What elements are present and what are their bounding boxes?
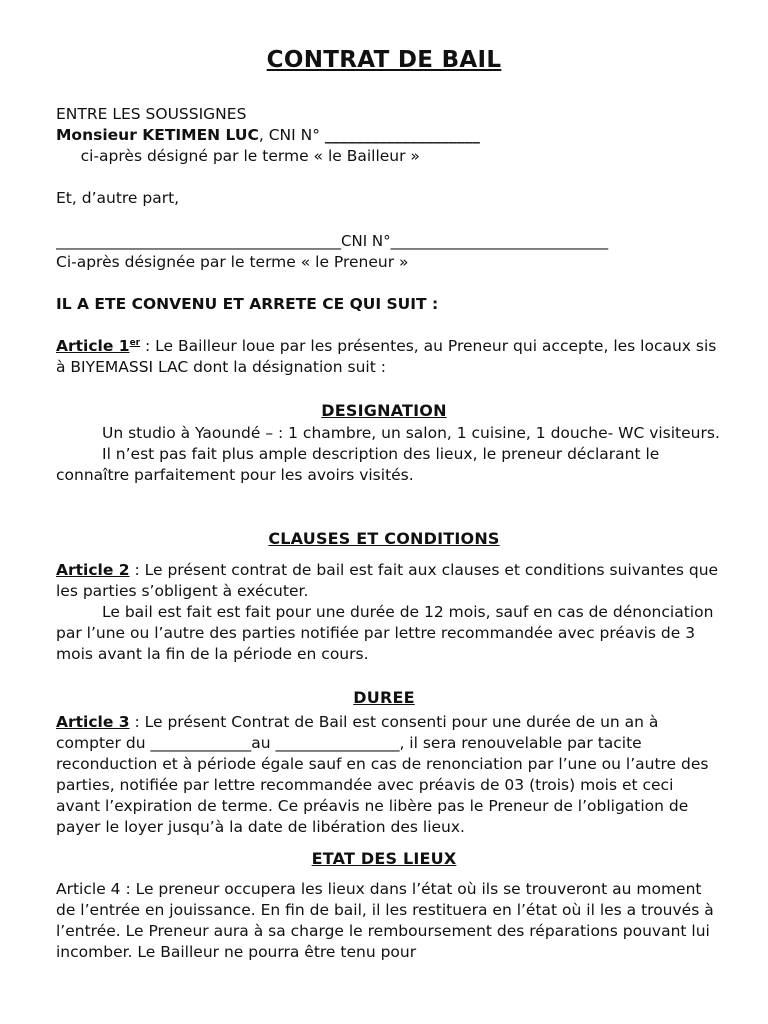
parties-intro: ENTRE LES SOUSSIGNES [56,105,247,123]
other-part-line: Et, d’autre part, [56,189,180,207]
preneur-line: ______________________________________CNI N°_____________________________ [56,232,609,250]
designation-paragraph-1: Un studio à Yaoundé – : 1 chambre, un salon, 1 cuisine, 1 douche- WC visiteurs. [102,424,720,442]
article-1-paragraph [56,336,720,378]
other-party-section [56,188,720,209]
article-1-sup: er [129,337,141,348]
bailleur-line [56,125,720,167]
article-1-label: Article 1 [56,337,130,355]
preneur-section [56,231,720,273]
article-4-paragraph: Article 4 : Le preneur occupera les lieux dans l’état où ils se trouveront au moment de l’entrée en jouissance. En fin de bail, il les restituera en l’état où il les a trouvés à l’entrée. Le Preneur aura à sa charge le remboursement des réparations pouvant lui incomber. Le Bailleur ne pourra être tenu pour [56,880,714,961]
article-2 [56,560,720,665]
article-4 [56,879,720,963]
agreement-section [56,294,720,315]
bailleur-prefix: Monsieur [56,126,143,144]
preneur-role: Ci-après désignée par le terme « le Preneur » [56,253,409,271]
bailleur-cni-blank: ____________________ [324,126,480,144]
bailleur-cni-label: , CNI N° [258,126,325,144]
article-2-paragraph-2: Le bail est fait est fait pour une durée de 12 mois, sauf en cas de dénonciation par l’une ou l’autre des parties notifiée par lettre recommandée avec préavis de 3 mois avant la fin de la période en cours. [56,603,714,663]
article-3 [56,712,720,838]
etat-heading: ETAT DES LIEUX [311,849,457,868]
article-2-paragraph [56,560,720,602]
article-3-paragraph [56,712,720,838]
designation-paragraph-2: Il n’est pas fait plus ample description des lieux, le preneur déclarant le connaître parfaitement pour les avoirs visités. [56,445,660,484]
article-3-text: : Le présent Contrat de Bail est consenti pour une durée de un an à compter du _____________au ________________, il sera renouvelable par tacite reconduction et à période égale sauf en cas de renonciation par l’une ou l’autre des parties, notifiée par lettre recommandée avec préavis de 03 (trois) mois et ceci avant l’expiration de terme. Ce préavis ne libère pas le Preneur de l’obligation de payer le loyer jusqu’à la date de libération des lieux. [56,713,709,836]
article-1 [56,336,720,378]
document-title: CONTRAT DE BAIL [266,47,502,73]
article-1-text: : Le Bailleur loue par les présentes, au Preneur qui accepte, les locaux sis à BIYEMASSI LAC dont la désignation suit : [56,337,717,376]
bailleur-name: KETIMEN LUC [142,126,259,144]
clauses-heading: CLAUSES ET CONDITIONS [268,529,500,548]
parties-section [56,104,720,167]
duree-heading: DUREE [353,688,415,707]
bailleur-role: ci-après désigné par le terme « le Bailleur » [56,147,420,165]
article-2-label: Article 2 [56,561,130,579]
designation-heading: DESIGNATION [321,401,447,420]
article-3-label: Article 3 [56,713,130,731]
article-2-text: : Le présent contrat de bail est fait aux clauses et conditions suivantes que les parties s’obligent à exécuter. [56,561,719,600]
agreement-statement: IL A ETE CONVENU ET ARRETE CE QUI SUIT : [56,295,439,313]
designation-section [56,423,720,486]
